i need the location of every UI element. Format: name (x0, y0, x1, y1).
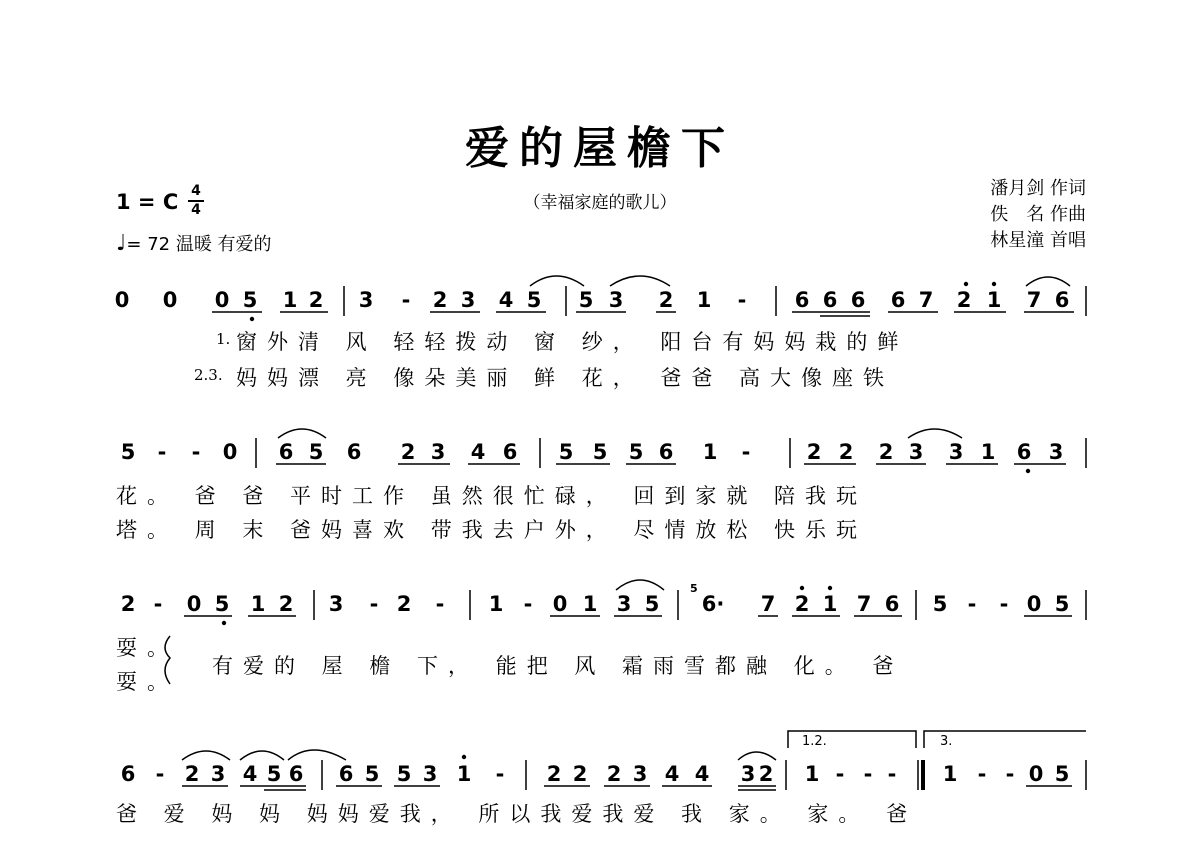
note: - (157, 440, 167, 464)
note: - (835, 762, 845, 786)
note: 5 (558, 440, 574, 464)
verse-number: 1. (216, 330, 231, 348)
note: 2 (878, 440, 894, 464)
note: 2 (184, 762, 200, 786)
lyric-line: 有爱的 屋 檐 下， 能把 风 霜雨雪都融 化。 爸 (212, 654, 904, 678)
ending-1: 1.2. (802, 734, 827, 749)
note: 4 (498, 288, 514, 312)
note: 0 (114, 288, 130, 312)
note: - (977, 762, 987, 786)
note: 5 (242, 288, 258, 312)
note: 4 (694, 762, 710, 786)
note: 4 (470, 440, 486, 464)
note: - (999, 592, 1009, 616)
verse-number: 2.3. (194, 366, 223, 384)
note: - (495, 762, 505, 786)
note: 3 (358, 288, 374, 312)
note: 5 (592, 440, 608, 464)
note: 2 (806, 440, 822, 464)
credit-singer: 林星潼 首唱 (990, 230, 1086, 251)
note: 5 (308, 440, 324, 464)
lyric-line: 妈妈漂 亮 像朵美丽 鲜 花， 爸爸 高大像座铁 (236, 366, 895, 390)
note: 3 (908, 440, 924, 464)
note: 7 (856, 592, 872, 616)
tempo-text: = 72 温暖 有爱的 (126, 234, 272, 255)
note: 1 (822, 592, 838, 616)
note: 2 (432, 288, 448, 312)
time-signature-bottom: 4 (191, 202, 201, 218)
note: 7 (918, 288, 934, 312)
note: 1 (456, 762, 472, 786)
note: 3 (430, 440, 446, 464)
lyric-line: 窗外清 风 轻轻拨动 窗 纱， 阳台有妈妈栽的鲜 (236, 330, 909, 354)
note: 4 (664, 762, 680, 786)
note: 2 (546, 762, 562, 786)
note: - (155, 762, 165, 786)
note: 2 (956, 288, 972, 312)
ending-2: 3. (940, 734, 953, 749)
note: 3 (616, 592, 632, 616)
note: 1 (282, 288, 298, 312)
note: 5 (214, 592, 230, 616)
note: 6 (338, 762, 354, 786)
note: 2 (606, 762, 622, 786)
note: 7 (1026, 288, 1042, 312)
note: 6 (850, 288, 866, 312)
note: 6 (890, 288, 906, 312)
note: 4 (242, 762, 258, 786)
note: 1 (980, 440, 996, 464)
note: 3 (948, 440, 964, 464)
note: 2 (120, 592, 136, 616)
note: 5 (932, 592, 948, 616)
song-subtitle: （幸福家庭的歌儿） (523, 193, 677, 213)
note: 2 (838, 440, 854, 464)
note: 5 (120, 440, 136, 464)
note: 5 (364, 762, 380, 786)
note: - (523, 592, 533, 616)
note: 5 (628, 440, 644, 464)
note: - (737, 288, 747, 312)
lyric-line: 塔。 周 末 爸妈喜欢 带我去户外， 尽情放松 快乐玩 (116, 518, 868, 542)
note: 6 (794, 288, 810, 312)
note: 6 (120, 762, 136, 786)
note: 2 (278, 592, 294, 616)
note: 2 (400, 440, 416, 464)
note: 2 (572, 762, 588, 786)
credit-composer: 佚 名 作曲 (990, 204, 1086, 225)
note: 0 (222, 440, 238, 464)
note: 6 (1054, 288, 1070, 312)
note: 5 (396, 762, 412, 786)
note: 0 (1026, 592, 1042, 616)
note: 0 (186, 592, 202, 616)
note: 5 (1054, 592, 1070, 616)
note: 2 (396, 592, 412, 616)
note: 1 (804, 762, 820, 786)
lyric-line: 耍。 (116, 636, 178, 660)
grace-note: 5 (690, 582, 698, 595)
note: 1 (250, 592, 266, 616)
note: - (435, 592, 445, 616)
note: 6 (346, 440, 362, 464)
note: 2 (794, 592, 810, 616)
note: 7 (760, 592, 776, 616)
note: 1 (986, 288, 1002, 312)
note: 3 (1048, 440, 1064, 464)
note: 5 (578, 288, 594, 312)
note: 6 (822, 288, 838, 312)
lyric-line: 耍。 (116, 670, 178, 694)
note: 2 (308, 288, 324, 312)
note: 0 (1028, 762, 1044, 786)
note: - (369, 592, 379, 616)
note: 6 (502, 440, 518, 464)
note: 3 (632, 762, 648, 786)
note: 6 (288, 762, 304, 786)
note: 3 (608, 288, 624, 312)
note: 1 (582, 592, 598, 616)
note: 5 (526, 288, 542, 312)
note: 0 (214, 288, 230, 312)
note: 1 (702, 440, 718, 464)
note: - (191, 440, 201, 464)
note: 6 (278, 440, 294, 464)
note: 2 (658, 288, 674, 312)
note: - (401, 288, 411, 312)
time-signature-top: 4 (191, 183, 201, 199)
note: 5 (644, 592, 660, 616)
note: 1 (488, 592, 504, 616)
note: 0 (552, 592, 568, 616)
note: 6 (658, 440, 674, 464)
note: 6 (1016, 440, 1032, 464)
note: 5 (266, 762, 282, 786)
lyric-line: 花。 爸 爸 平时工作 虽然很忙碌， 回到家就 陪我玩 (116, 484, 868, 508)
note: 3 (460, 288, 476, 312)
note: 6· (701, 592, 725, 616)
note: - (967, 592, 977, 616)
note: - (863, 762, 873, 786)
song-title: 爱的屋檐下 (465, 123, 735, 174)
note: - (741, 440, 751, 464)
note: 0 (162, 288, 178, 312)
credit-lyricist: 潘月剑 作词 (990, 178, 1086, 199)
note: 6 (884, 592, 900, 616)
note: 2 (758, 762, 774, 786)
note: 1 (696, 288, 712, 312)
note: 5 (1054, 762, 1070, 786)
note: 3 (740, 762, 756, 786)
note: - (1005, 762, 1015, 786)
note: 3 (422, 762, 438, 786)
note: 1 (942, 762, 958, 786)
note: 3 (210, 762, 226, 786)
note: - (887, 762, 897, 786)
note: - (153, 592, 163, 616)
key-signature: 1 = C (116, 190, 179, 214)
lyric-line: 爸 爱 妈 妈 妈妈爱我， 所以我爱我爱 我 家。 家。 爸 (116, 802, 918, 826)
note: 3 (328, 592, 344, 616)
quarter-note-icon: ♩ (116, 231, 127, 256)
